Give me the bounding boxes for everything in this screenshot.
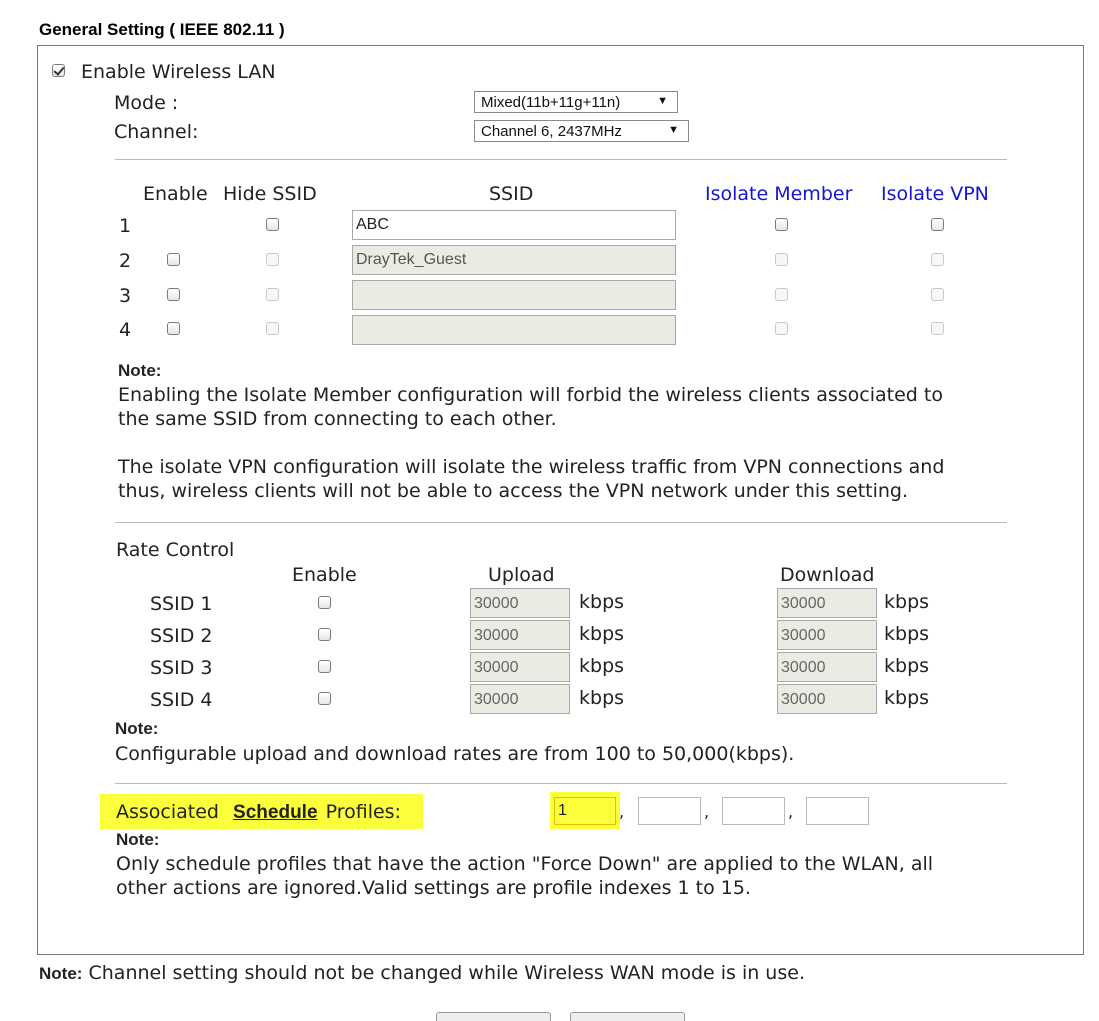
schedule-profile-3-input[interactable] xyxy=(722,797,785,825)
hide-ssid-checkbox[interactable] xyxy=(266,288,279,301)
schedule-profile-1-input[interactable]: 1 xyxy=(554,797,616,825)
kbps-unit: kbps xyxy=(579,623,625,645)
note-text: The isolate VPN configuration will isolate the wireless traffic from VPN connections and xyxy=(118,456,945,478)
footer-note-label: Note: xyxy=(39,964,83,983)
ssid-row-index: 2 xyxy=(119,250,132,272)
ssid-input[interactable]: DrayTek_Guest xyxy=(352,245,676,275)
isolate-member-checkbox[interactable] xyxy=(775,288,788,301)
upload-rate-input[interactable]: 30000 xyxy=(470,652,570,682)
schedule-profile-2-input[interactable] xyxy=(638,797,701,825)
schedule-profiles-label xyxy=(116,801,401,824)
download-rate-input[interactable]: 30000 xyxy=(777,620,877,650)
ssid-row-index: 3 xyxy=(119,285,132,307)
kbps-unit: kbps xyxy=(579,655,625,677)
ssid-input[interactable]: ABC xyxy=(352,210,676,240)
divider xyxy=(115,783,1007,784)
channel-label: Channel: xyxy=(114,121,199,143)
isolate-vpn-checkbox[interactable] xyxy=(931,288,944,301)
hide-ssid-checkbox[interactable] xyxy=(266,322,279,335)
col-ssid-header: SSID xyxy=(489,183,534,205)
separator: , xyxy=(704,802,710,821)
enable-ssid-checkbox[interactable] xyxy=(167,288,180,301)
rate-control-label: Rate Control xyxy=(116,539,235,561)
hide-ssid-checkbox[interactable] xyxy=(266,218,279,231)
col-hide-ssid-header: Hide SSID xyxy=(223,183,317,205)
enable-ssid-checkbox[interactable] xyxy=(167,322,180,335)
note-text: Enabling the Isolate Member configuration will forbid the wireless clients associated to xyxy=(118,384,943,406)
divider xyxy=(115,159,1007,160)
rate-ssid-label: SSID 2 xyxy=(150,625,213,647)
col-isolate-vpn-header[interactable]: Isolate VPN xyxy=(881,183,989,205)
schedule-profile-4-input[interactable] xyxy=(806,797,869,825)
kbps-unit: kbps xyxy=(884,623,930,645)
note-label: Note: xyxy=(118,361,162,380)
dropdown-arrow-icon: ▼ xyxy=(657,95,668,107)
hide-ssid-checkbox[interactable] xyxy=(266,253,279,266)
footer-note xyxy=(39,962,805,984)
footer-note-text: Channel setting should not be changed while Wireless WAN mode is in use. xyxy=(88,962,805,984)
isolate-vpn-checkbox[interactable] xyxy=(931,218,944,231)
note-label: Note: xyxy=(116,830,160,849)
schedule-suffix: Profiles: xyxy=(325,801,401,823)
download-rate-input[interactable]: 30000 xyxy=(777,588,877,618)
rate-ssid-label: SSID 3 xyxy=(150,657,213,679)
channel-select-value: Channel 6, 2437MHz xyxy=(481,123,622,140)
rate-enable-header: Enable xyxy=(292,564,357,586)
upload-rate-input[interactable]: 30000 xyxy=(470,588,570,618)
enable-ssid-checkbox[interactable] xyxy=(167,253,180,266)
note-text: Only schedule profiles that have the action "Force Down" are applied to the WLAN, all xyxy=(116,853,934,875)
note-text: the same SSID from connecting to each other. xyxy=(118,408,557,430)
page-title: General Setting ( IEEE 802.11 ) xyxy=(39,20,285,39)
note-text: thus, wireless clients will not be able to access the VPN network under this setting. xyxy=(118,480,909,502)
download-rate-input[interactable]: 30000 xyxy=(777,652,877,682)
rate-ssid-label: SSID 1 xyxy=(150,593,213,615)
mode-label: Mode : xyxy=(114,92,179,114)
kbps-unit: kbps xyxy=(884,687,930,709)
ssid-input[interactable] xyxy=(352,315,676,345)
col-enable-header: Enable xyxy=(143,183,208,205)
schedule-link[interactable]: Schedule xyxy=(233,802,318,823)
channel-select[interactable] xyxy=(474,120,689,142)
enable-wlan-label: Enable Wireless LAN xyxy=(81,61,276,83)
enable-wlan-checkbox[interactable] xyxy=(52,64,65,77)
isolate-vpn-checkbox[interactable] xyxy=(931,253,944,266)
rate-ssid-label: SSID 4 xyxy=(150,689,213,711)
kbps-unit: kbps xyxy=(579,687,625,709)
dropdown-arrow-icon: ▼ xyxy=(668,124,679,136)
rate-upload-header: Upload xyxy=(488,564,555,586)
rate-enable-checkbox[interactable] xyxy=(318,660,331,673)
rate-enable-checkbox[interactable] xyxy=(318,596,331,609)
schedule-prefix: Associated xyxy=(116,801,219,823)
mode-select-value: Mixed(11b+11g+11n) xyxy=(481,94,621,111)
upload-rate-input[interactable]: 30000 xyxy=(470,620,570,650)
kbps-unit: kbps xyxy=(884,591,930,613)
separator: , xyxy=(788,802,794,821)
note-text: other actions are ignored.Valid settings are profile indexes 1 to 15. xyxy=(116,877,751,899)
isolate-member-checkbox[interactable] xyxy=(775,253,788,266)
isolate-member-checkbox[interactable] xyxy=(775,322,788,335)
divider xyxy=(115,522,1007,523)
note-label: Note: xyxy=(115,719,159,738)
kbps-unit: kbps xyxy=(884,655,930,677)
kbps-unit: kbps xyxy=(579,591,625,613)
ssid-row-index: 4 xyxy=(119,319,132,341)
ssid-row-index: 1 xyxy=(119,215,132,237)
separator: , xyxy=(619,802,625,821)
download-rate-input[interactable]: 30000 xyxy=(777,684,877,714)
upload-rate-input[interactable]: 30000 xyxy=(470,684,570,714)
ssid-input[interactable] xyxy=(352,280,676,310)
col-isolate-member-header[interactable]: Isolate Member xyxy=(705,183,853,205)
rate-enable-checkbox[interactable] xyxy=(318,692,331,705)
rate-download-header: Download xyxy=(780,564,875,586)
isolate-member-checkbox[interactable] xyxy=(775,218,788,231)
mode-select[interactable] xyxy=(474,91,678,113)
rate-enable-checkbox[interactable] xyxy=(318,628,331,641)
note-text: Configurable upload and download rates are from 100 to 50,000(kbps). xyxy=(115,743,795,765)
isolate-vpn-checkbox[interactable] xyxy=(931,322,944,335)
